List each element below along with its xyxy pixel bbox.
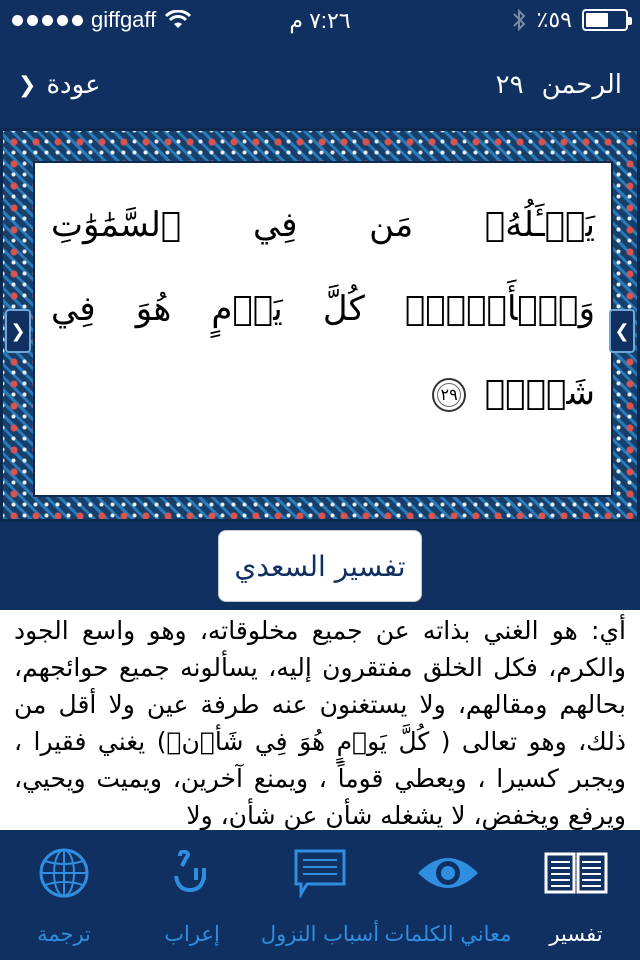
battery-icon: [582, 9, 628, 31]
globe-icon: [24, 838, 104, 908]
tab-label: أسباب النزول: [260, 922, 380, 946]
nav-bar: [0, 40, 640, 128]
ayah-number: ٢٩: [495, 70, 524, 100]
tafsir-body[interactable]: [0, 610, 640, 830]
eye-icon: [408, 838, 488, 908]
next-ayah-button[interactable]: [5, 309, 31, 353]
chevron-right-icon: ❯: [10, 320, 26, 342]
open-book-icon: [536, 838, 616, 908]
status-right: [511, 7, 628, 33]
tab-translation[interactable]: [0, 830, 128, 960]
ayah-text: يَسۡـَٔلُهُۥ مَن فِي ٱلسَّمَٰوَٰتِ وَٱلۡأَرۡضِۚ كُلَّ يَوۡمٍ هُوَ فِي شَأۡنٖ: [51, 205, 595, 413]
bluetooth-icon: [511, 8, 527, 32]
tafsir-source-button[interactable]: تفسير السعدي: [218, 530, 422, 602]
tab-word-meanings[interactable]: [384, 830, 512, 960]
ayah-end-marker: ٢٩: [432, 378, 466, 412]
chevron-left-icon: ❮: [614, 320, 630, 342]
tab-bar: [0, 830, 640, 960]
status-time: ٧:٢٦ م: [289, 8, 351, 33]
ayah-panel: [33, 161, 613, 497]
status-bar: [0, 0, 640, 40]
tab-label: معاني الكلمات: [384, 922, 512, 946]
chevron-right-icon: ❯: [18, 72, 37, 98]
surah-name: الرحمن: [541, 70, 622, 100]
tab-label: ترجمة: [37, 922, 91, 946]
battery-percent: ٪٥٩: [536, 7, 572, 32]
tab-tafsir[interactable]: [512, 830, 640, 960]
tab-revelation-reasons[interactable]: [256, 830, 384, 960]
battery-level: [586, 13, 608, 27]
ornamental-frame: [0, 128, 640, 522]
back-label: عودة: [46, 70, 101, 100]
previous-ayah-button[interactable]: [609, 309, 635, 353]
tafsir-title-area: [0, 522, 640, 610]
nav-title: [496, 70, 622, 100]
tab-grammar[interactable]: [128, 830, 256, 960]
damma-icon: [152, 838, 232, 908]
carrier-name: giffgaff: [91, 7, 157, 32]
back-button[interactable]: [18, 70, 101, 100]
tab-label: تفسير: [549, 922, 603, 946]
tafsir-text: أي: هو الغني بذاته عن جميع مخلوقاته، وهو واسع الجود والكرم، فكل الخلق مفتقرون إليه، يسألونه جميع حوائجهم، بحالهم ومقالهم، ولا يستغنون عنه طرفة عين ولا أقل من ذلك، وهو تعالى ( كُلَّ يَوۡمٍ هُوَ فِي شَأۡنٖ) يغني فقيرا ، ويجبر كسيرا ، ويعطي قوماً ، ويمنع آخرين، ويميت ويحيي، ويرفع ويخفض، لا يشغله شأن عن شأن، ولا: [14, 616, 626, 830]
speech-bubble-icon: [280, 838, 360, 908]
ayah-text-container: [35, 163, 611, 435]
tab-label: إعراب: [164, 922, 220, 946]
